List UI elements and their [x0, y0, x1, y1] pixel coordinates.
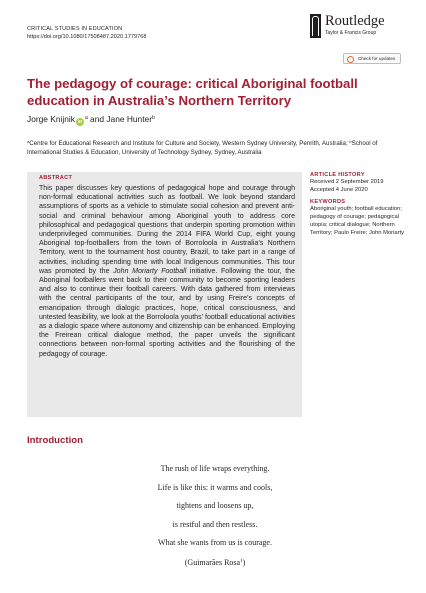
article-sidebar [310, 172, 405, 237]
poem-line: is restful and then restless. [172, 519, 258, 529]
keywords-text: Aboriginal youth; football education; pedagogy of courage; pedagogical utopia; critical dialogue; Northern Territory; Paulo Freire; John Moriarty [310, 206, 405, 236]
routledge-logo-icon [310, 14, 321, 38]
history-received: Received 2 September 2019 [310, 179, 384, 185]
journal-header [27, 26, 146, 41]
poem-line: The rush of life wraps everything. [160, 464, 270, 473]
check-updates-button[interactable] [343, 53, 401, 64]
attribution-close: ) [242, 557, 246, 567]
author-name-1: Jorge Knijnik [27, 114, 75, 124]
authors [27, 113, 155, 126]
publisher-group: Taylor & Francis Group [325, 30, 377, 36]
orcid-icon[interactable]: iD [77, 119, 83, 124]
author-sup-1: a [84, 115, 88, 121]
doi-link[interactable]: https://doi.org/10.1080/17508487.2020.1779768 [27, 33, 147, 40]
check-updates-icon [347, 56, 354, 63]
abstract-text-before: This paper discusses key questions of pedagogical hope and courage through non-formal educational activities such as football. We look beyond standard assumptions of sports as a vehicle to stimulate social cohesion and prevent anti-social and criminal behaviour among Aboriginal youth to address core philosophical and pedagogical questions that underpin sporting promotion within underprivileged communities. During the 2014 FIFA World Cup, eight young Aboriginal top-footballers from the town of Borroloola in Australia’s Northern Territory, went to the tournament host country, Brazil, to take part in a range of activities, including spending time with local Indigenous communities. This tour was promoted by the [39, 185, 295, 275]
history-heading: ARTICLE HISTORY [310, 172, 365, 178]
epigraph-poem [100, 460, 330, 571]
affil-b: School of International Studies & Education, University of Technology Sydney, Sydney, Australia [27, 140, 378, 156]
keywords-heading: KEYWORDS [310, 199, 346, 206]
publisher-logo [310, 13, 402, 43]
affiliations [27, 137, 403, 157]
author-sup-2: b [152, 115, 155, 121]
affil-sup-b: b [349, 139, 352, 144]
abstract-text-italic: John Moriarty Football [113, 267, 187, 275]
journal-name: CRITICAL STUDIES IN EDUCATION [27, 26, 123, 32]
abstract-text [39, 184, 295, 359]
attribution-text: (Guimarães Rosa [184, 557, 241, 567]
abstract-heading: ABSTRACT [39, 175, 73, 181]
introduction-heading: Introduction [27, 435, 83, 446]
check-updates-label: Check for updates [358, 56, 396, 61]
affil-sup-a: a [27, 139, 30, 144]
publisher-brand: Routledge [325, 13, 385, 29]
author-name-2: and Jane Hunter [87, 114, 152, 124]
affil-a: Centre for Educational Research and Institute for Culture and Society, Western Sydney University, Penrith, Australia; [29, 140, 350, 147]
poem-line: tightens and loosens up, [176, 501, 254, 510]
article-title: The pedagogy of courage: critical Aboriginal football education in Australia’s Northern Territory [27, 76, 358, 108]
abstract-text-after: initiative. Following the tour, the Aboriginal footballers went back to their community to become sporting leaders and also to continue their football careers. With data gathered from interviews with the central participants of the tour, and by using Freire’s concepts of emancipation through dialogic practices, hope, critical consciousness, and untested feasibility, we look at the Borroloola youths’ football educational activities as a dialogic space where autonomy and citizenship can be enhanced. Employing the Freirean critical dialogue method, the paper unveils the significant connections between non-formal sporting activities and the flourishing of the pedagogy of courage. [39, 267, 296, 358]
history-accepted: Accepted 4 June 2020 [310, 186, 368, 193]
footnote-ref[interactable]: 1 [240, 558, 243, 564]
poem-line: What she wants from us is courage. [158, 538, 272, 547]
poem-line: Life is like this: it warms and cools, [157, 482, 273, 492]
poem-attribution [100, 553, 330, 572]
